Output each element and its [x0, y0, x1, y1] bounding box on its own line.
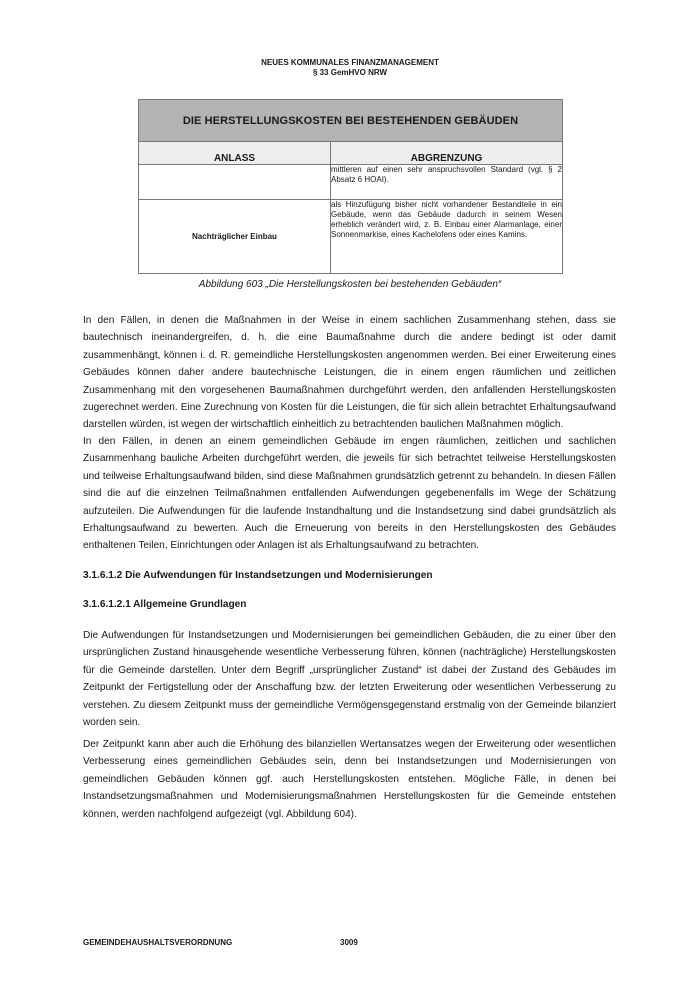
- paragraph: Der Zeitpunkt kann aber auch die Erhöhung des bilanziellen Wertansatzes wegen der Erweiterung oder wesentlichen Verbesserung eines gemeindlichen Gebäudes sein, denn bei Instandsetzungen und Modernisierungen von gemeindlichen Gebäuden können ggf. auch Herstellungskosten entstehen. Mögliche Fälle, in denen bei Instandsetzungsmaßnahmen und Modernisierungsmaßnahmen Herstellungskosten für die Gemeinde entstehen können, werden nachfolgend aufgezeigt (vgl. Abbildung 604).: [83, 739, 616, 820]
- column-header-abgrenzung: ABGRENZUNG: [331, 142, 563, 165]
- table-title: DIE HERSTELLUNGSKOSTEN BEI BESTEHENDEN GEBÄUDEN: [139, 100, 563, 142]
- paragraph: In den Fällen, in denen die Maßnahmen in der Weise in einem sachlichen Zusammenhang stehen, dass sie bautechnisch ineinandergreifen, d. h. die eine Baumaßnahme durch die andere bedingt ist oder damit zusammenhängt, können i. d. R. gemeindliche Herstellungskosten angenommen werden. Bei einer Erweiterung eines Gebäudes können daher andere bautechnische Leistungen, die in einem engen räumlichen und zeitlichen Zusammenhang mit den vorgesehenen Baumaßnahmen durchgeführt werden, den anfallenden Herstellungskosten zugerechnet werden. Eine Zurechnung von Kosten für die Leistungen, die für sich allein betrachtet Erhaltungsaufwand darstellen würden, ist wegen der wirtschaftlich einheitlich zu betrachtenden baulichen Maßnahmen möglich.: [83, 315, 616, 431]
- page-header: [0, 58, 700, 78]
- figure-caption: Abbildung 603 „Die Herstellungskosten bei bestehenden Gebäuden“: [198, 279, 502, 290]
- subsection-heading: 3.1.6.1.2.1 Allgemeine Grundlagen: [83, 599, 247, 610]
- footer-title: GEMEINDEHAUSHALTSVERORDNUNG: [83, 938, 233, 947]
- table-row: [139, 200, 563, 274]
- table-cell-abgrenzung: mittleren auf einen sehr anspruchsvollen Standard (vgl. § 2 Absatz 6 HOAI).: [331, 165, 563, 200]
- herstellungskosten-table: [138, 99, 563, 274]
- table-row: [139, 165, 563, 200]
- table-cell-anlass: Nachträglicher Einbau: [139, 200, 331, 274]
- page-number: 3009: [340, 938, 358, 947]
- paragraph: Die Aufwendungen für Instandsetzungen und Modernisierungen bei gemeindlichen Gebäuden, die zu einer über den ursprünglichen Zustand hinausgehende wesentliche Verbesserung führen, können (nachträgliche) Herstellungskosten für die Gemeinde darstellen. Unter dem Begriff „ursprünglicher Zustand“ ist dabei der Zustand des Gebäudes im Zeitpunkt der Fertigstellung oder der Anschaffung bzw. der letzten Erweiterung oder wesentlichen Verbesserung zu verstehen. Zu diesem Zeitpunkt muss der gemeindliche Vermögensgegenstand erstmalig von der Gemeinde bilanziert worden sein.: [83, 630, 616, 729]
- section-heading: 3.1.6.1.2 Die Aufwendungen für Instandsetzungen und Modernisierungen: [83, 570, 433, 581]
- header-subtitle: § 33 GemHVO NRW: [312, 68, 388, 77]
- table-cell-anlass: [139, 165, 331, 200]
- table-cell-abgrenzung: als Hinzufügung bisher nicht vorhandener Bestandteile in ein Gebäude, wenn das Gebäude dadurch in seinem Wesen erheblich verändert wird, z. B. Einbau einer Alarmanlage, einer Sonnenmarkise, eines Kachelofens oder eines Kamins.: [331, 200, 563, 274]
- header-title: NEUES KOMMUNALES FINANZMANAGEMENT: [261, 58, 439, 67]
- paragraph: In den Fällen, in denen an einem gemeindlichen Gebäude im engen räumlichen, zeitlichen und sachlichen Zusammenhang bauliche Arbeiten durchgeführt werden, die jeweils für sich betrachtet teilweise Herstellungskosten und teilweise Erhaltungsaufwand bilden, sind diese Maßnahmen grundsätzlich getrennt zu behandeln. In diesen Fällen sind die auf die einzelnen Teilmaßnahmen entfallenden Aufwendungen gegebenenfalls im Wege der Schätzung aufzuteilen. Die Aufwendungen für die laufende Instandhaltung und die Instandsetzung sind dabei grundsätzlich als Erhaltungsaufwand zu bewerten. Auch die Erneuerung von bereits in den Herstellungskosten des Gebäudes enthaltenen Teilen, Einrichtungen oder Anlagen ist als Erhaltungsaufwand zu betrachten.: [83, 436, 616, 552]
- column-header-anlass: ANLASS: [139, 142, 331, 165]
